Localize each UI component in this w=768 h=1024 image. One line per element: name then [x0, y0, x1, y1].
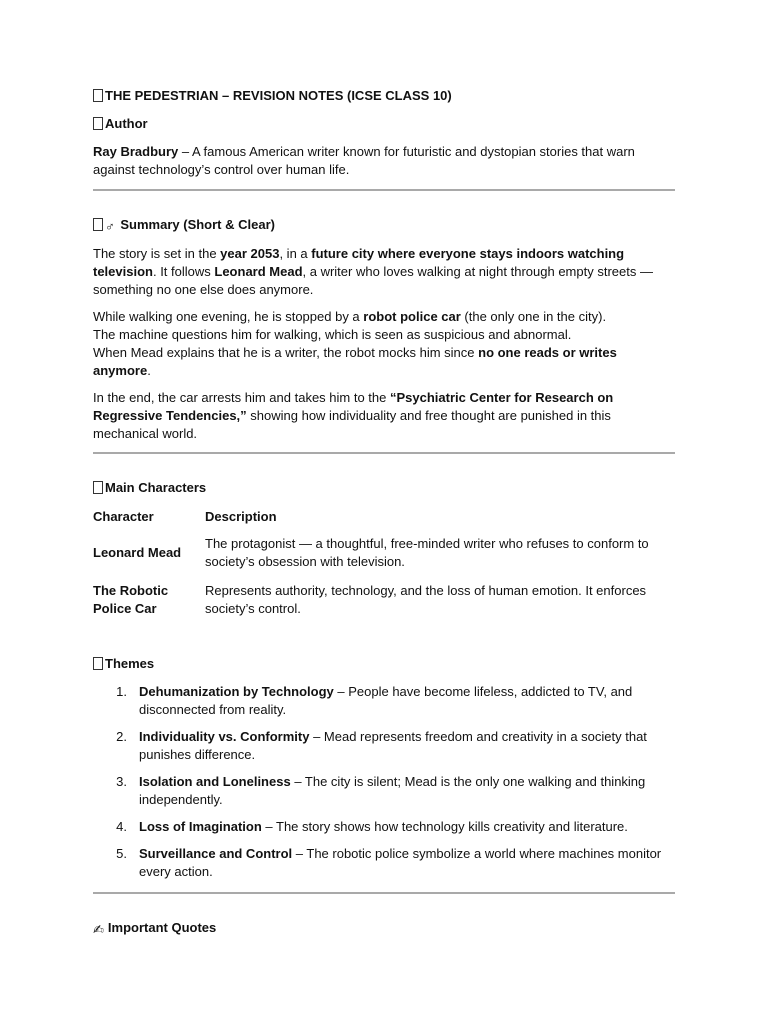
author-description: – A famous American writer known for futuristic and dystopian stories that warn against technology’s control over human life.	[93, 144, 635, 177]
themes-heading	[93, 655, 675, 673]
summary-text: (the only one in the city).	[460, 309, 607, 324]
characters-heading-text: Main Characters	[105, 480, 207, 495]
bulb-icon	[93, 657, 103, 670]
author-name: Ray Bradbury	[93, 144, 179, 159]
theme-title: Dehumanization by Technology	[139, 684, 334, 699]
list-item	[93, 683, 675, 719]
summary-text: , a writer who loves walking at night through empty streets — something no one else does anymore.	[93, 264, 653, 297]
male-sign-icon: ♂	[105, 219, 115, 234]
summary-heading-text: Summary (Short & Clear)	[120, 217, 275, 232]
themes-heading-text: Themes	[105, 656, 155, 671]
summary-heading	[93, 216, 675, 236]
summary-text: While walking one evening, he is stopped by a	[93, 309, 364, 324]
characters-table	[93, 507, 675, 618]
page-title	[93, 87, 675, 105]
section-divider	[93, 452, 675, 454]
table-row-character	[93, 535, 205, 571]
summary-bold: year 2053	[220, 246, 280, 261]
theme-title: Isolation and Loneliness	[139, 774, 291, 789]
list-item	[93, 728, 675, 764]
characters-heading	[93, 479, 675, 497]
theme-title: Surveillance and Control	[139, 846, 293, 861]
summary-paragraph-1	[93, 245, 675, 299]
summary-text: The machine questions him for walking, which is seen as suspicious and abnormal.	[93, 327, 572, 342]
summary-text: .	[147, 363, 151, 378]
theme-text: – The city is silent; Mead is the only one walking and thinking independently.	[139, 774, 646, 807]
list-item	[93, 773, 675, 809]
list-number: 3.	[116, 774, 127, 789]
section-divider	[93, 189, 675, 191]
list-number: 1.	[116, 684, 127, 699]
author-paragraph	[93, 143, 675, 179]
people-icon	[93, 481, 103, 494]
summary-text: . It follows	[152, 264, 215, 279]
character-name: Leonard Mead	[93, 545, 182, 560]
column-header: Character	[93, 509, 154, 524]
theme-title: Loss of Imagination	[139, 819, 262, 834]
author-heading	[93, 115, 675, 133]
theme-text: – The robotic police symbolize a world where machines monitor every action.	[139, 846, 662, 879]
summary-bold: no one reads or writes anymore	[93, 345, 617, 378]
summary-text: The story is set in the	[93, 246, 221, 261]
quotes-heading	[93, 919, 675, 939]
summary-text: showing how individuality and free thought are punished in this mechanical world.	[93, 408, 611, 441]
theme-text: – People have become lifeless, addicted to TV, and disconnected from reality.	[139, 684, 633, 717]
revision-notes-page	[93, 86, 675, 939]
summary-text: In the end, the car arrests him and takes him to the	[93, 390, 390, 405]
writing-hand-icon: ✍	[93, 922, 104, 937]
table-header-description	[205, 507, 675, 527]
summary-paragraph-2	[93, 308, 675, 380]
walking-man-icon	[93, 218, 103, 231]
table-row-character	[93, 582, 205, 618]
quotes-heading-text: Important Quotes	[107, 920, 217, 935]
summary-paragraph-3	[93, 389, 675, 443]
summary-text: When Mead explains that he is a writer, the robot mocks him since	[93, 345, 479, 360]
list-number: 5.	[116, 846, 127, 861]
book-icon	[93, 89, 103, 102]
character-name: The Robotic Police Car	[93, 583, 169, 616]
themes-list	[93, 683, 675, 881]
page-title-text: THE PEDESTRIAN – REVISION NOTES (ICSE CLASS 10)	[105, 88, 452, 103]
table-row-description	[205, 582, 675, 618]
theme-text: – Mead represents freedom and creativity in a society that punishes difference.	[139, 729, 647, 762]
character-description: Represents authority, technology, and the loss of human emotion. It enforces society’s control.	[205, 583, 647, 616]
summary-bold: robot police car	[363, 309, 461, 324]
summary-bold: future city where everyone stays indoors watching television	[93, 246, 625, 279]
character-description: The protagonist — a thoughtful, free-minded writer who refuses to conform to society’s obsession with television.	[205, 536, 649, 569]
summary-text: , in a	[279, 246, 312, 261]
table-row-description	[205, 535, 675, 571]
list-item	[93, 845, 675, 881]
column-header: Description	[205, 509, 277, 524]
table-header-character	[93, 507, 205, 527]
theme-title: Individuality vs. Conformity	[139, 729, 310, 744]
author-heading-text: Author	[105, 116, 148, 131]
summary-bold: Leonard Mead	[214, 264, 303, 279]
summary-bold: “Psychiatric Center for Research on Regressive Tendencies,”	[93, 390, 614, 423]
list-number: 2.	[116, 729, 127, 744]
pen-icon	[93, 117, 103, 130]
section-divider	[93, 892, 675, 894]
list-item	[93, 818, 675, 836]
theme-text: – The story shows how technology kills creativity and literature.	[261, 819, 628, 834]
list-number: 4.	[116, 819, 127, 834]
